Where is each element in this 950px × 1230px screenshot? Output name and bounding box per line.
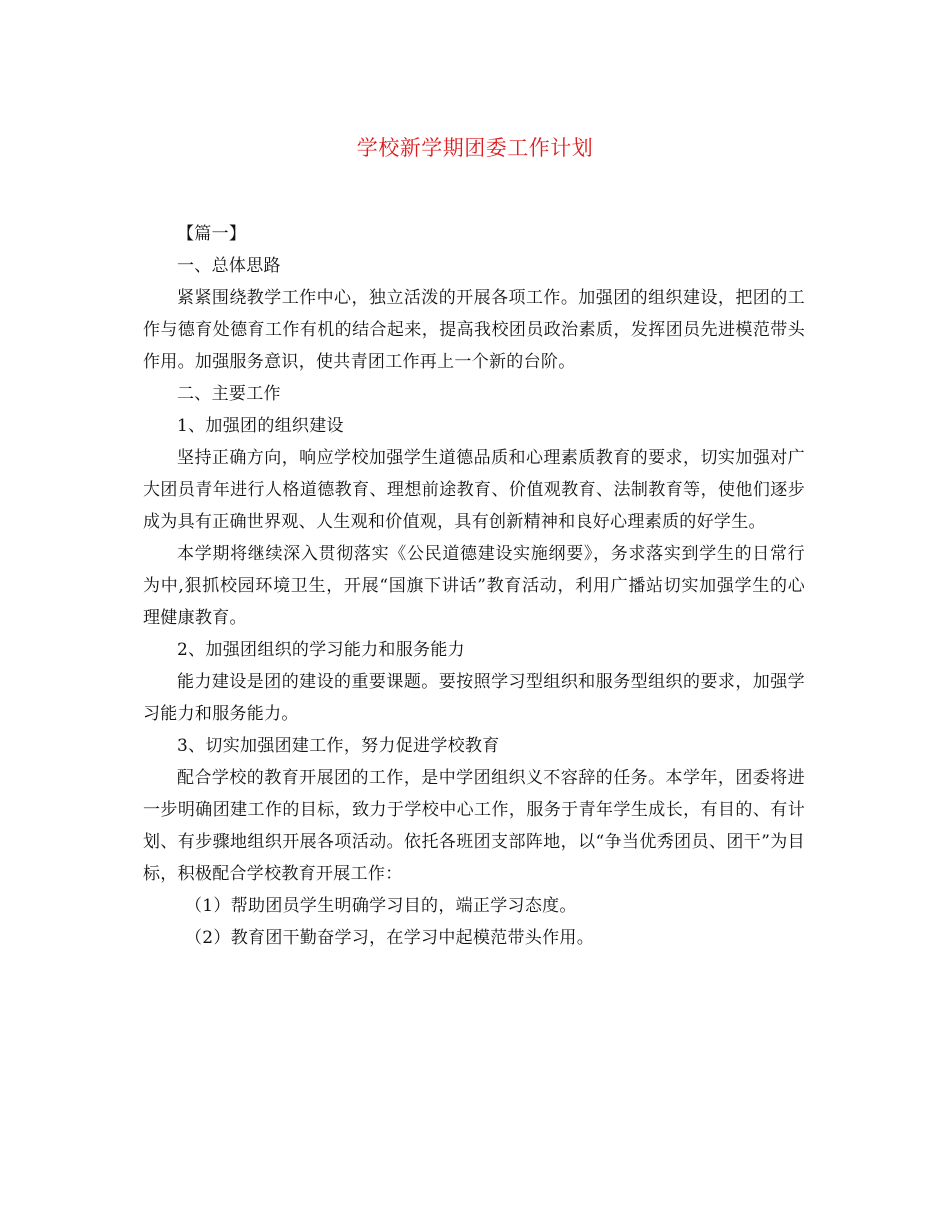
paragraph-league-building: 配合学校的教育开展团的工作，是中学团组织义不容辞的任务。本学年，团委将进一步明确团建工作的目标，致力于学校中心工作，服务于青年学生成长，有目的、有计划、有步骤地组织开展各项活动。依托各班团支部阵地，以“争当优秀团员、团干”为目标，积极配合学校教育开展工作： — [143, 768, 805, 884]
document-body — [143, 218, 805, 954]
heading-organization-building: 1、加强团的组织建设 — [177, 416, 344, 436]
heading-main-work: 二、主要工作 — [177, 384, 281, 404]
paragraph-moral-construction: 本学期将继续深入贯彻落实《公民道德建设实施纲要》，务求落实到学生的日常行为中,狠抓校园环境卫生，开展“国旗下讲话”教育活动，利用广播站切实加强学生的心理健康教育。 — [143, 544, 805, 628]
list-item-2: （2）教育团干勤奋学习，在学习中起模范带头作用。 — [185, 928, 595, 948]
list-item-1: （1）帮助团员学生明确学习目的，端正学习态度。 — [185, 896, 577, 916]
paragraph-learning-service-ability: 能力建设是团的建设的重要课题。要按照学习型组织和服务型组织的要求，加强学习能力和服务能力。 — [143, 672, 805, 724]
heading-league-building: 3、切实加强团建工作，努力促进学校教育 — [177, 736, 500, 756]
paragraph-overall-approach: 紧紧围绕教学工作中心，独立活泼的开展各项工作。加强团的组织建设，把团的工作与德育处德育工作有机的结合起来，提高我校团员政治素质，发挥团员先进模范带头作用。加强服务意识，使共青团工作再上一个新的台阶。 — [143, 288, 805, 372]
section-label-part-one: 【篇一】 — [177, 224, 247, 244]
heading-overall-approach: 一、总体思路 — [177, 256, 281, 276]
paragraph-organization-building: 坚持正确方向，响应学校加强学生道德品质和心理素质教育的要求，切实加强对广大团员青年进行人格道德教育、理想前途教育、价值观教育、法制教育等，使他们逐步成为具有正确世界观、人生观和价值观，具有创新精神和良好心理素质的好学生。 — [143, 448, 805, 532]
heading-learning-service-ability: 2、加强团组织的学习能力和服务能力 — [177, 640, 465, 660]
document-title: 学校新学期团委工作计划 — [356, 136, 594, 160]
